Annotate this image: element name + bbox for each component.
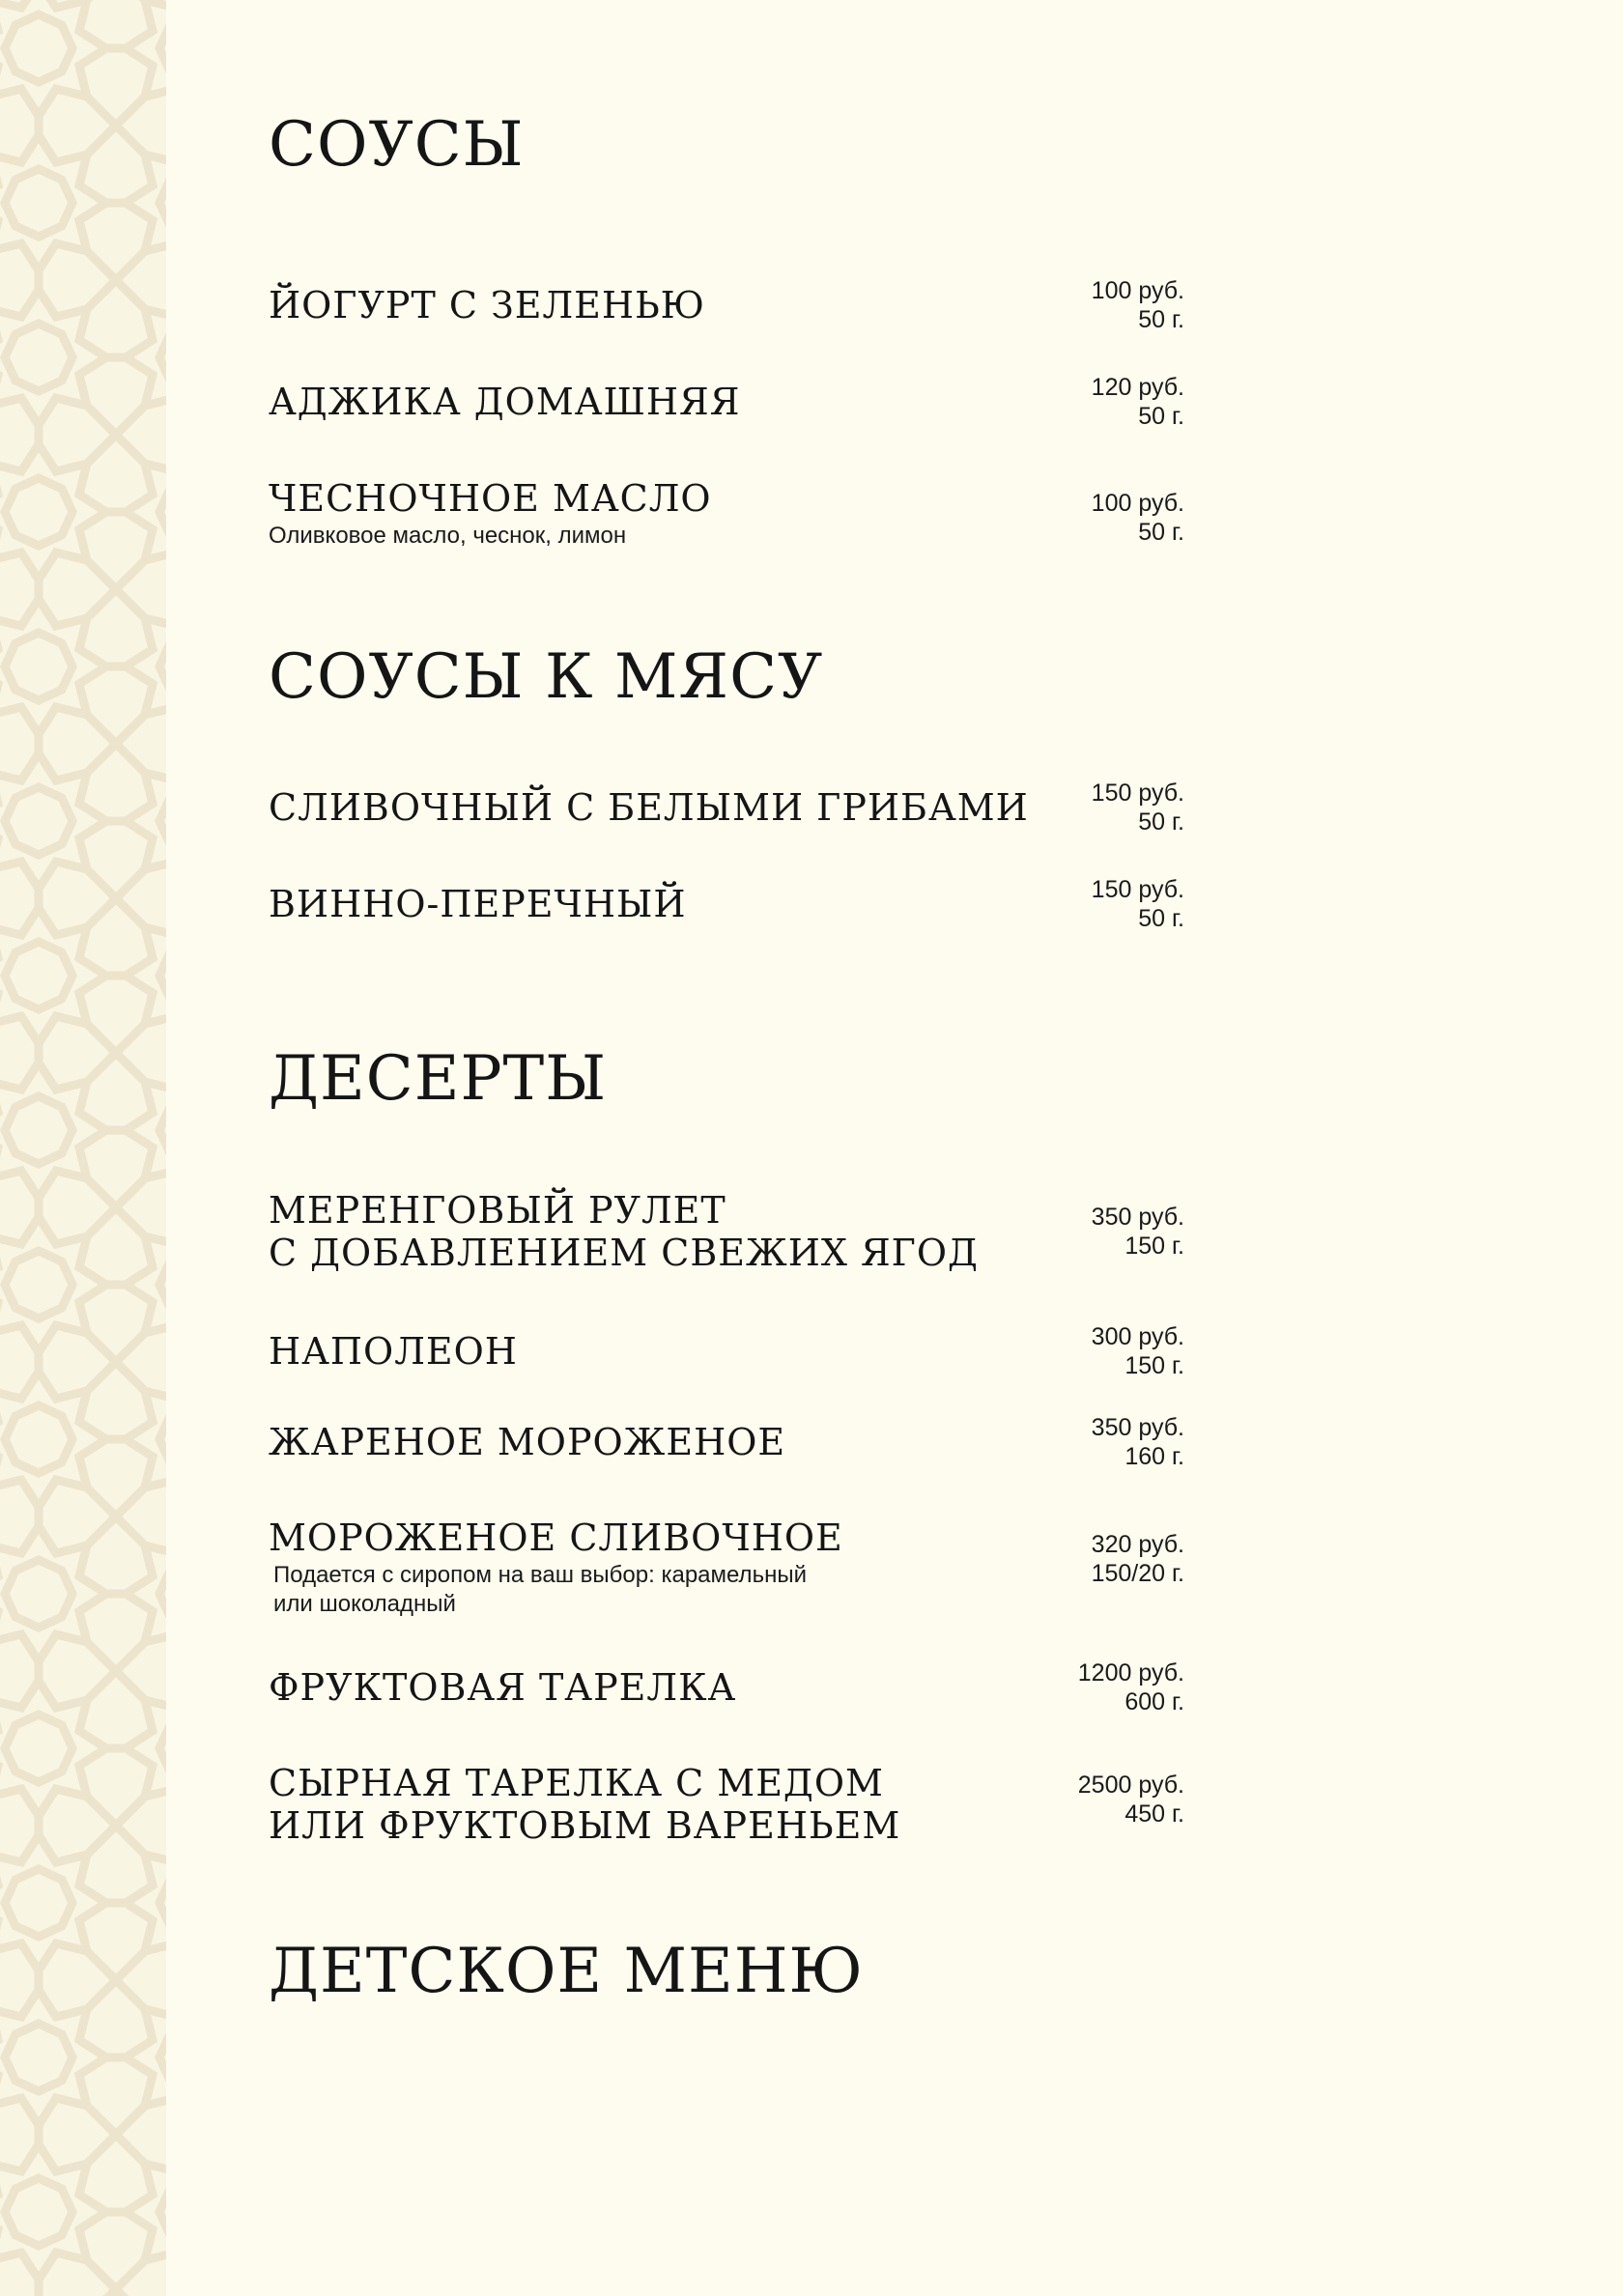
item-weight: 160 г. <box>1125 1443 1184 1470</box>
item-name: СЛИВОЧНЫЙ С БЕЛЫМИ ГРИБАМИ <box>269 786 1029 829</box>
item-price: 120 руб. <box>1091 374 1184 401</box>
item-price-block <box>1092 875 1184 933</box>
item-weight: 150 г. <box>1125 1352 1184 1379</box>
item-price-block <box>1092 489 1184 547</box>
item-price: 150 руб. <box>1091 876 1184 903</box>
item-price-block <box>1092 779 1184 836</box>
item-name: ЙОГУРТ С ЗЕЛЕНЬЮ <box>269 284 706 326</box>
item-name-line1: СЫРНАЯ ТАРЕЛКА С МЕДОМ <box>269 1762 884 1804</box>
item-price: 350 руб. <box>1091 1204 1184 1231</box>
item-price: 150 руб. <box>1091 780 1184 807</box>
menu-item-garlic-oil <box>269 477 1404 551</box>
item-price-block <box>1092 276 1184 334</box>
item-weight: 150/20 г. <box>1091 1560 1184 1587</box>
menu-item-meringue-roll <box>269 1189 1404 1274</box>
item-name: НАПОЛЕОН <box>269 1330 518 1373</box>
item-price: 350 руб. <box>1091 1414 1184 1441</box>
menu-item-napoleon <box>269 1323 1404 1379</box>
item-name: ЧЕСНОЧНОЕ МАСЛО <box>269 477 712 520</box>
item-name: АДЖИКА ДОМАШНЯЯ <box>269 381 741 423</box>
item-weight: 50 г. <box>1138 905 1184 932</box>
item-name: ЖАРЕНОЕ МОРОЖЕНОЕ <box>269 1421 786 1463</box>
item-price-block <box>1092 373 1184 431</box>
item-price-block <box>1092 1203 1184 1261</box>
item-price-block <box>1092 1322 1184 1380</box>
section-title-desserts: ДЕСЕРТЫ <box>269 1043 608 1115</box>
item-price-block <box>1092 1530 1184 1588</box>
item-name: ВИННО-ПЕРЕЧНЫЙ <box>269 883 687 925</box>
item-name-line1: МЕРЕНГОВЫЙ РУЛЕТ <box>269 1189 726 1232</box>
item-weight: 450 г. <box>1125 1800 1184 1828</box>
item-description: Оливковое масло, чеснок, лимон <box>269 523 627 549</box>
section-title-kids-menu: ДЕТСКОЕ МЕНЮ <box>269 1936 864 2007</box>
item-name: МОРОЖЕНОЕ СЛИВОЧНОЕ <box>269 1516 843 1559</box>
item-price-block <box>1078 1658 1184 1716</box>
item-description-line1: Подается с сиропом на ваш выбор: карамельный <box>273 1562 807 1588</box>
item-description-line2: или шоколадный <box>273 1591 456 1617</box>
item-weight: 50 г. <box>1138 403 1184 430</box>
item-name: ФРУКТОВАЯ ТАРЕЛКА <box>269 1666 737 1709</box>
item-price: 2500 руб. <box>1077 1772 1184 1799</box>
menu-item-adjika <box>269 374 1404 430</box>
item-price: 300 руб. <box>1091 1323 1184 1350</box>
menu-item-creamy-mushroom <box>269 780 1404 836</box>
item-price: 1200 руб. <box>1077 1659 1184 1687</box>
item-name-line2: ИЛИ ФРУКТОВЫМ ВАРЕНЬЕМ <box>269 1804 901 1847</box>
section-title-meat-sauces: СОУСЫ К МЯСУ <box>269 641 824 713</box>
item-price-block <box>1092 1413 1184 1471</box>
menu-item-fruit-plate <box>269 1659 1404 1715</box>
item-price: 100 руб. <box>1091 277 1184 304</box>
menu-item-cheese-plate <box>269 1762 1404 1847</box>
section-title-sauces: СОУСЫ <box>269 109 525 181</box>
menu-item-creamy-ice-cream <box>269 1516 1404 1619</box>
item-weight: 50 г. <box>1138 519 1184 546</box>
item-name-line2: С ДОБАВЛЕНИЕМ СВЕЖИХ ЯГОД <box>269 1232 979 1274</box>
menu-item-wine-pepper <box>269 876 1404 932</box>
item-price-block <box>1078 1771 1184 1828</box>
item-price: 100 руб. <box>1091 490 1184 517</box>
menu-item-fried-ice-cream <box>269 1414 1404 1470</box>
item-price: 320 руб. <box>1091 1531 1184 1558</box>
item-weight: 150 г. <box>1125 1233 1184 1260</box>
item-weight: 50 г. <box>1138 306 1184 333</box>
menu-item-yogurt <box>269 277 1404 333</box>
item-weight: 50 г. <box>1138 808 1184 836</box>
item-weight: 600 г. <box>1125 1688 1184 1715</box>
